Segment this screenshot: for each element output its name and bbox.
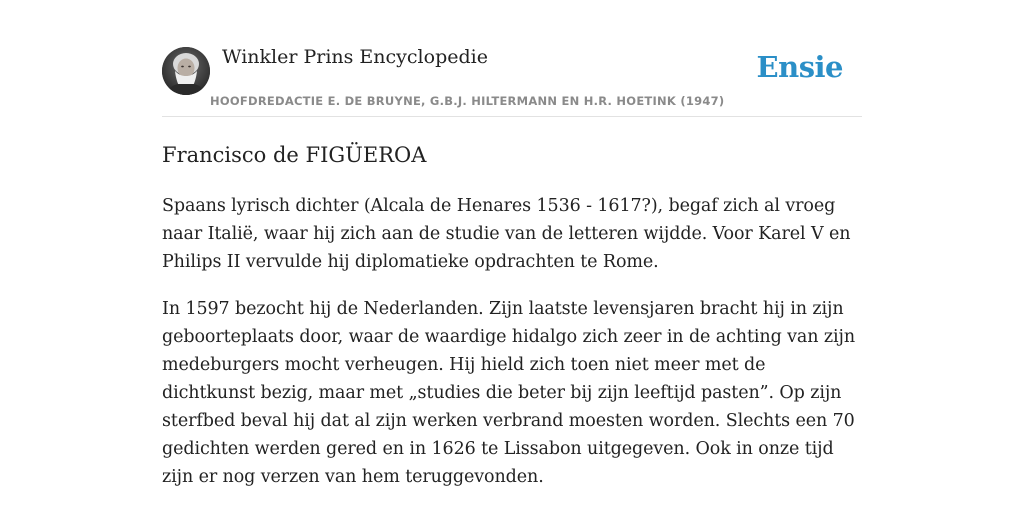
- article-title: Francisco de FIGÜEROA: [162, 143, 427, 167]
- source-avatar[interactable]: [162, 47, 210, 95]
- source-header: [162, 44, 862, 117]
- brand-logo[interactable]: Ensie: [756, 50, 843, 84]
- bearded-man-portrait-icon: [162, 47, 210, 95]
- source-subtitle: HOOFDREDACTIE E. DE BRUYNE, G.B.J. HILTERMANN EN H.R. HOETINK (1947): [210, 94, 725, 108]
- source-title[interactable]: Winkler Prins Encyclopedie: [222, 46, 488, 68]
- article-paragraph: In 1597 bezocht hij de Nederlanden. Zijn laatste levensjaren bracht hij in zijn geboorteplaats door, waar de waardige hidalgo zich zeer in de achting van zijn medeburgers mocht verheugen. Hij hield zich toen niet meer met de dichtkunst bezig, maar met „studies die beter bij zijn leeftijd pasten”. Op zijn sterfbed beval hij dat al zijn werken verbrand moesten worden. Slechts een 70 gedichten werden gered en in 1626 te Lissabon uitgegeven. Ook in onze tijd zijn er nog verzen van hem teruggevonden.: [162, 299, 856, 487]
- article: [162, 140, 862, 491]
- article-paragraph: Spaans lyrisch dichter (Alcala de Henares 1536 - 1617?), begaf zich al vroeg naar Italië, waar hij zich aan de studie van de letteren wijdde. Voor Karel V en Philips II vervulde hij diplomatieke opdrachten te Rome.: [162, 196, 851, 272]
